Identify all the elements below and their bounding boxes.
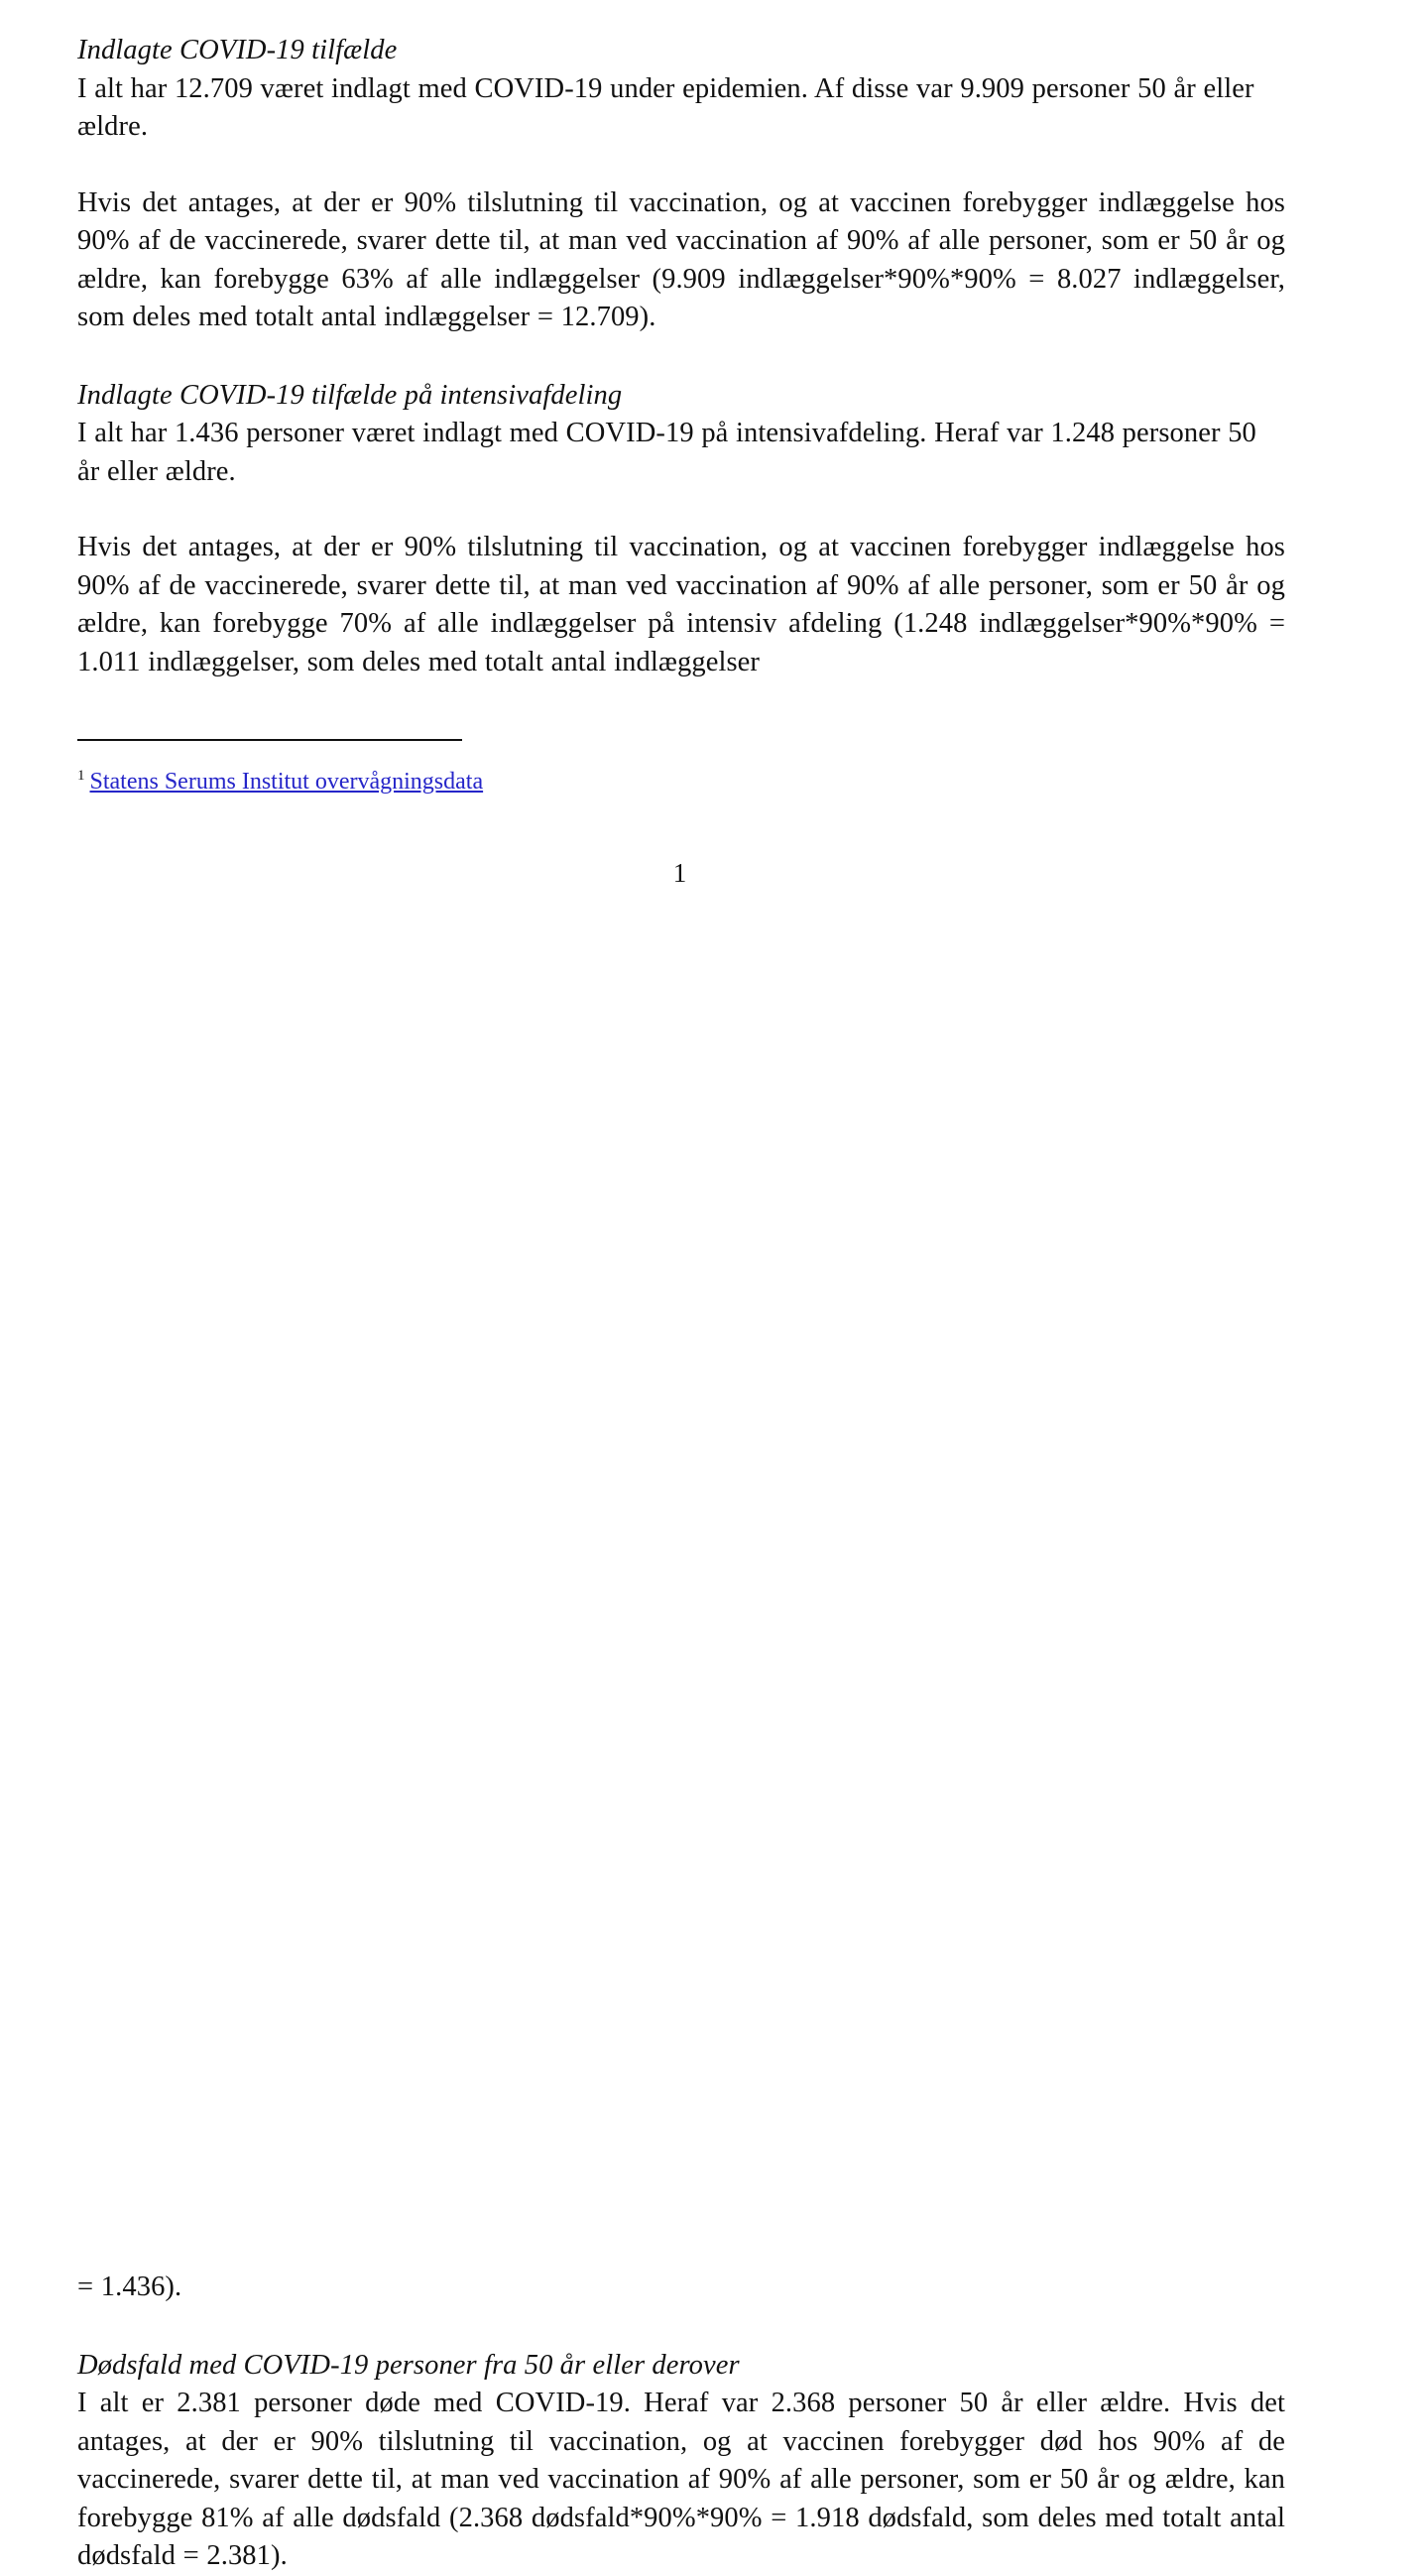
paragraph-indlagte-total: I alt har 12.709 været indlagt med COVID-19 under epidemien. Af disse var 9.909 personer 50 år eller ældre. (77, 72, 1254, 142)
section-heading-indlagte-intensivafdeling: Indlagte COVID-19 tilfælde på intensivafdeling (77, 379, 623, 411)
paragraph-intensiv-beregning-continued: = 1.436). (77, 2271, 182, 2302)
footnote-separator-rule (77, 739, 462, 741)
page2-text-column (77, 2269, 1285, 2576)
document-page-2 (0, 1044, 1428, 2571)
document-page-1 (0, 0, 1428, 1044)
paragraph-spacer (77, 337, 1285, 377)
page2-top-margin (0, 1044, 1428, 1191)
paragraph-intensiv-total: I alt har 1.436 personer været indlagt med COVID-19 på intensivafdeling. Heraf var 1.248 personer 50 år eller ældre. (77, 418, 1256, 487)
paragraph-doedsfald-beregning: I alt er 2.381 personer døde med COVID-19. Heraf var 2.368 personer 50 år eller ældre. Hvis det antages, at der er 90% tilslutning til vaccination, og at vaccinen forebygger død hos 90% af de vaccinerede, svarer dette til, at man ved vaccination af 90% af alle personer, som er 50 år og ældre, kan forebygge 81% af alle dødsfald (2.368 dødsfald*90%*90% = 1.918 dødsfald, som deles med totalt antal dødsfald = 2.381). (77, 2388, 1285, 2571)
footnote-marker: 1 (77, 768, 85, 784)
paragraph-spacer (77, 147, 1285, 184)
footnote (77, 760, 483, 797)
section-heading-indlagte-covid-tilfaelde: Indlagte COVID-19 tilfælde (77, 35, 398, 65)
paragraph-indlagte-beregning: Hvis det antages, at der er 90% tilslutning til vaccination, og at vaccinen forebygger indlæggelse hos 90% af de vaccinerede, svarer dette til, at man ved vaccination af 90% af alle personer, som er 50 år og ældre, kan forebygge 63% af alle indlæggelser (9.909 indlæggelser*90%*90% = 8.027 indlæggelser, som deles med totalt antal indlæggelser = 12.709). (77, 186, 1285, 332)
paragraph-spacer (77, 491, 1285, 529)
footnote-source-link[interactable]: Statens Serums Institut overvågningsdata (89, 769, 484, 795)
paragraph-intensiv-beregning: Hvis det antages, at der er 90% tilslutning til vaccination, og at vaccinen forebygger indlæggelse hos 90% af de vaccinerede, svarer dette til, at man ved vaccination af 90% af alle personer, som er 50 år og ældre, kan forebygge 70% af alle indlæggelser på intensiv afdeling (1.248 indlæggelser*90%*90% = 1.011 indlæggelser, som deles med totalt antal indlæggelser (77, 532, 1285, 677)
paragraph-spacer (77, 2307, 1285, 2347)
section-heading-doedsfald: Dødsfald med COVID-19 personer fra 50 år eller derover (77, 2349, 740, 2381)
page-number-1: 1 (672, 858, 687, 888)
page1-text-column (77, 32, 1285, 681)
